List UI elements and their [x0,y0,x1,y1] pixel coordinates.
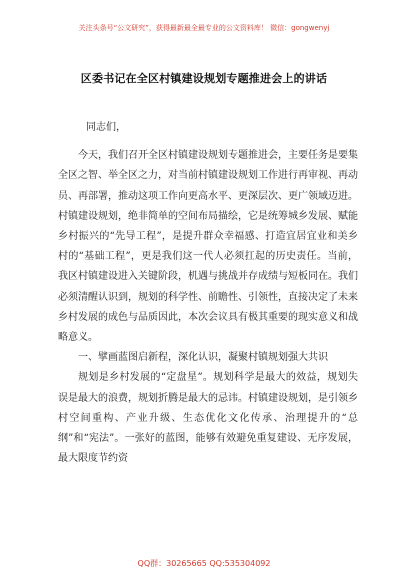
body-paragraph-section-1: 规划是乡村发展的“定盘星”。规划科学是最大的效益，规划失误是最大的浪费，规划折腾是最大的忌讳。村镇建设规划，是引领乡村空间重构、产业升级、生态优化文化传承、治理提升的“总纲”和“宪法”。一张好的蓝图，能够有效避免重复建设、无序发展，最大限度节约资 [58,372,358,465]
header-note: 关注头条号“公文研究”，获得最新最全最专业的公文资料库！ 微信：gongwenyj [78,24,330,32]
document-title: 区委书记在全区村镇建设规划专题推进会上的讲话 [80,72,328,85]
body-paragraph-intro: 今天，我们召开全区村镇建设规划专题推进会，主要任务是要集全区之智、举全区之力，对当前村镇建设规划工作进行再审视、再动员、再部署，推动这项工作向更高水平、更深层次、更广领域迈进。村镇建设规划，绝非简单的空间布局描绘，它是统筹城乡发展、赋能乡村振兴的“先导工程”，是提升群众幸福感、打造宜居宜业和美乡村的“基础工程”，更是我们这一代人必须扛起的历史责任。当前，我区村镇建设进入关键阶段，机遇与挑战并存成绩与短板同在。我们必须清醒认识到，规划的科学性、前瞻性、引领性，直接决定了未来乡村发展的成色与品质因此，本次会议具有极其重要的现实意义和战略意义。 [58,150,358,344]
document-body [58,118,358,469]
section-heading-1: 一、擘画蓝图启新程，深化认识，凝聚村镇规划强大共识 [78,352,328,364]
footer-note: QQ群：30265665 QQ:535304092 [137,559,271,568]
salutation: 同志们， [86,122,126,133]
